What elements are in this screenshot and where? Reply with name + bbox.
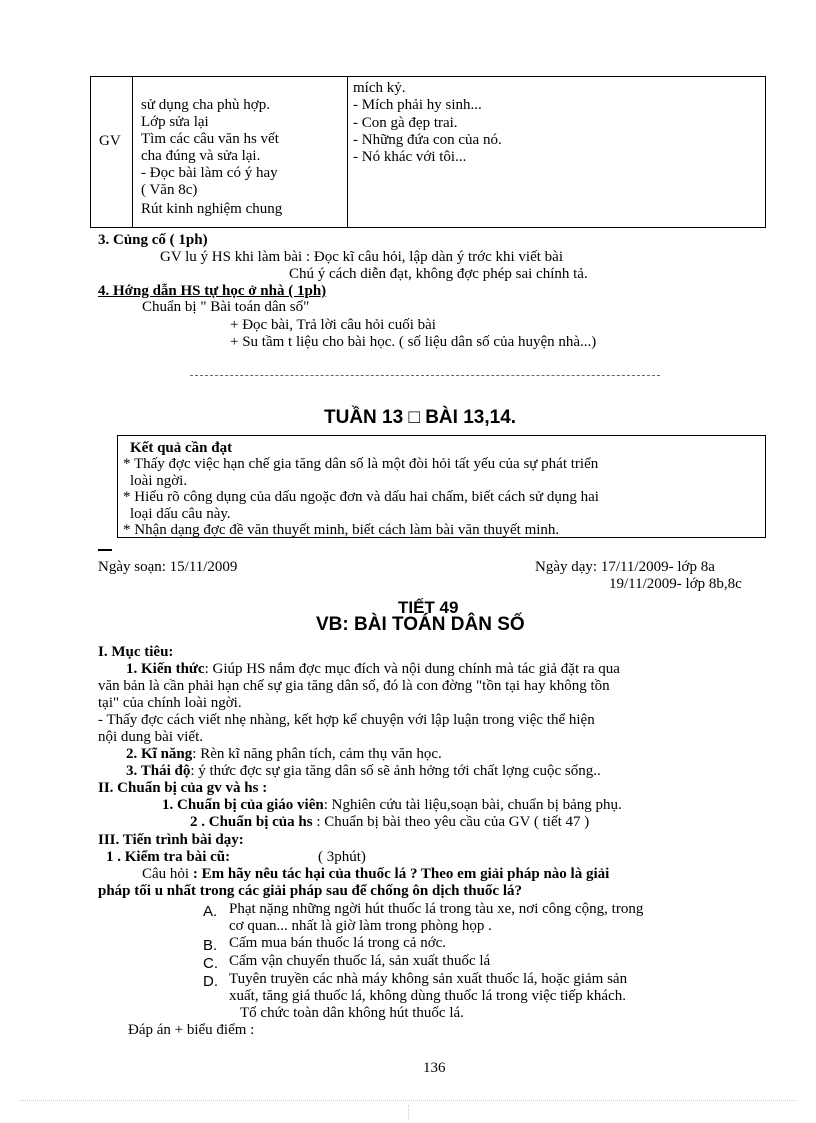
section-heading: 3. Củng cố ( 1ph): [98, 232, 208, 248]
option-line: Tổ chức toàn dân không hút thuốc lá.: [240, 1005, 464, 1021]
paragraph-line: văn bản là cần phải hạn chế sự gia tăng dân số, đó là con đờng "tồn tại hay không tồn: [98, 678, 610, 694]
paragraph-line: - Thấy đợc cách viết nhẹ nhàng, kết hợp kể chuyện với lập luận trong việc thể hiện: [98, 712, 595, 728]
table-line: - Mích phải hy sinh...: [353, 97, 482, 113]
option-line: Cấm vận chuyển thuốc lá, sản xuất thuốc lá: [229, 953, 491, 969]
box-line: * Thấy đợc việc hạn chế gia tăng dân số là một đòi hỏi tất yếu của sự phát triển: [123, 456, 599, 472]
inline-label: 1. Chuẩn bị của giáo viên: [162, 797, 324, 813]
teach-date: Ngày dạy: 17/11/2009- lớp 8a: [535, 559, 715, 575]
section-heading: III. Tiến trình bài dạy:: [98, 832, 244, 848]
inline-label: 1. Kiến thức: [126, 661, 205, 677]
inline-text: : Rèn kĩ năng phân tích, cảm thụ văn học.: [192, 746, 442, 762]
mark-line: [98, 549, 112, 551]
section-heading: 4. Hớng dẫn HS tự học ở nhà ( 1ph): [98, 283, 327, 299]
paragraph-line: GV lu ý HS khi làm bài : Đọc kĩ câu hỏi, lập dàn ý trớc khi viết bài: [160, 249, 564, 265]
table-line: cha đúng và sửa lại.: [141, 148, 261, 164]
paragraph-line: nội dung bài viết.: [98, 729, 203, 745]
option-letter: D.: [203, 973, 218, 990]
table-line: Rút kinh nghiệm chung: [141, 201, 283, 217]
box-line: * Nhận dạng đợc đề văn thuyết minh, biết cách làm bài văn thuyết minh.: [123, 522, 560, 538]
table-line: - Những đứa con của nó.: [353, 132, 502, 148]
paragraph-line: [190, 814, 589, 831]
page-edge: [408, 1105, 410, 1119]
inline-text: : Giúp HS nắm đợc mục đích và nội dung chính mà tác giả đặt ra qua: [204, 661, 620, 677]
lesson-activity-table: [90, 76, 766, 228]
table-line: - Đọc bài làm có ý hay: [141, 165, 278, 181]
table-divider: [347, 77, 348, 227]
expected-results-box: [117, 435, 766, 538]
box-line: loài ngời.: [130, 473, 188, 489]
option-line: Tuyên truyền các nhà máy không sản xuất thuốc lá, hoặc giảm sản: [229, 971, 628, 987]
section-heading: II. Chuẩn bị của gv và hs :: [98, 780, 268, 796]
paragraph-line: Chuẩn bị " Bài toán dân số": [142, 299, 310, 315]
inline-text: : Chuẩn bị bài theo yêu cầu của GV ( tiết 47 ): [312, 814, 590, 830]
paragraph-line: + Đọc bài, Trả lời câu hỏi cuối bài: [230, 317, 436, 333]
paragraph-line: + Su tầm t liệu cho bài học. ( số liệu dân số của huyện nhà...): [230, 334, 597, 350]
option-letter: A.: [203, 903, 218, 920]
paragraph-line: Chú ý cách diễn đạt, không đợc phép sai chính tả.: [289, 266, 588, 282]
inline-label: 2 . Chuẩn bị của hs: [190, 814, 313, 830]
week-title: TUẦN 13 □ BÀI 13,14.: [324, 407, 517, 428]
inline-text: : ý thức đợc sự gia tăng dân số sẽ ảnh hởng tới chất lợng cuộc sống..: [190, 763, 601, 779]
paragraph-line: [126, 763, 601, 780]
prep-date: Ngày soạn: 15/11/2009: [98, 559, 238, 575]
inline-label: 2. Kĩ năng: [126, 746, 193, 762]
question-line: pháp tối u nhất trong các giải pháp sau để chống ôn dịch thuốc lá?: [98, 883, 522, 899]
box-line: * Hiểu rõ công dụng của dấu ngoặc đơn và dấu hai chấm, biết cách sử dụng hai: [123, 489, 599, 505]
table-line: Tìm các câu văn hs vết: [141, 131, 279, 147]
sub-heading: 1 . Kiểm tra bài cũ:: [106, 849, 231, 865]
inline-text: : Nghiên cứu tài liệu,soạn bài, chuẩn bị bảng phụ.: [323, 797, 622, 813]
teach-date: 19/11/2009- lớp 8b,8c: [609, 576, 742, 592]
paragraph-line: [126, 746, 442, 763]
question-label: Câu hỏi: [142, 866, 193, 882]
box-heading: Kết quả cần đạt: [130, 440, 233, 456]
table-line: - Nó khác với tôi...: [353, 149, 467, 165]
table-line: sử dụng cha phù hợp.: [141, 97, 270, 113]
option-line: Cấm mua bán thuốc lá trong cả nớc.: [229, 935, 447, 951]
table-line: - Con gà đẹp trai.: [353, 115, 458, 131]
paragraph-line: tại" của chính loài ngời.: [98, 695, 242, 711]
inline-label: 3. Thái độ: [126, 763, 191, 779]
question-line: [142, 866, 609, 883]
table-line: mích kỷ.: [353, 80, 406, 96]
lesson-number: TIẾT 49: [398, 598, 459, 617]
lesson-title: VB: BÀI TOÁN DÂN SỐ: [316, 614, 525, 635]
role-cell: GV: [99, 133, 121, 149]
separator-line: [190, 375, 660, 376]
question-text: : Em hãy nêu tác hại của thuốc lá ? Theo em giải pháp nào là giải: [192, 866, 610, 882]
page-edge: [20, 1100, 796, 1101]
box-line: loại dấu câu này.: [130, 506, 231, 522]
option-line: xuất, tăng giá thuốc lá, không dùng thuốc lá trong việc tiếp khách.: [229, 988, 626, 1004]
option-line: cơ quan... nhất là giờ làm trong phòng họp .: [229, 918, 492, 934]
paragraph-line: [162, 797, 622, 814]
paragraph-line: [126, 661, 620, 678]
page-number: 136: [423, 1060, 446, 1076]
duration: ( 3phút): [318, 849, 366, 865]
table-divider: [132, 77, 133, 227]
option-letter: B.: [203, 937, 218, 954]
table-line: Lớp sửa lại: [141, 114, 209, 130]
table-line: ( Văn 8c): [141, 182, 198, 198]
option-letter: C.: [203, 955, 218, 972]
option-line: Phạt nặng những ngời hút thuốc lá trong tàu xe, nơi công cộng, trong: [229, 901, 644, 917]
section-heading: I. Mục tiêu:: [98, 644, 174, 660]
answer-line: Đáp án + biểu điểm :: [128, 1022, 255, 1038]
